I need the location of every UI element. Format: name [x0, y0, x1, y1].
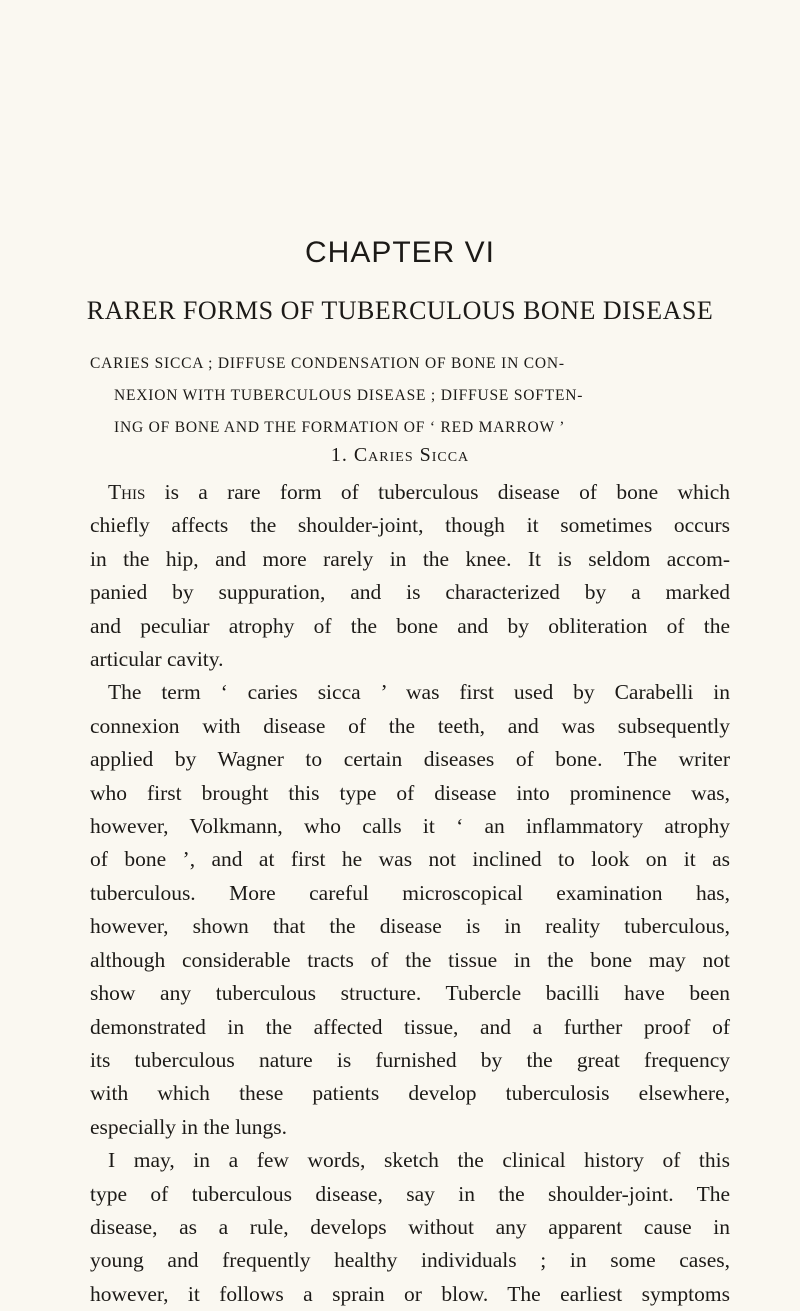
- body-line-text: is a rare form of tuberculous disease of bone which: [145, 480, 730, 504]
- body-line: however, it follows a sprain or blow. The earliest symptoms: [90, 1281, 730, 1306]
- body-line: demonstrated in the affected tissue, and a further proof of: [90, 1014, 730, 1039]
- section-title: Caries Sicca: [353, 444, 470, 466]
- body-line: The term ‘ caries sicca ’ was first used by Carabelli in: [108, 680, 730, 705]
- body-line: in the hip, and more rarely in the knee. It is seldom accom-: [90, 546, 730, 571]
- section-heading: [0, 444, 800, 467]
- chapter-title: RARER FORMS OF TUBERCULOUS BONE DISEASE: [86, 296, 714, 325]
- body-line: panied by suppuration, and is characterized by a marked: [90, 580, 730, 605]
- body-line: young and frequently healthy individuals ; in some cases,: [90, 1248, 730, 1273]
- summary-line: NEXION WITH TUBERCULOUS DISEASE ; DIFFUSE SOFTEN-: [114, 387, 584, 404]
- body-line: especially in the lungs.: [90, 1114, 288, 1139]
- chapter-heading: CHAPTER VI: [304, 236, 496, 269]
- body-line: however, shown that the disease is in reality tuberculous,: [90, 914, 730, 939]
- drop-word: This: [108, 480, 146, 504]
- summary-line: CARIES SICCA ; DIFFUSE CONDENSATION OF BONE IN CON-: [90, 355, 565, 372]
- body-line: I may, in a few words, sketch the clinical history of this: [108, 1148, 730, 1173]
- body-line: disease, as a rule, develops without any apparent cause in: [90, 1214, 730, 1239]
- section-number: 1.: [330, 444, 348, 466]
- body-line: show any tuberculous structure. Tubercle bacilli have been: [90, 981, 730, 1006]
- body-line: chiefly affects the shoulder-joint, though it sometimes occurs: [90, 513, 730, 538]
- body-text: [90, 476, 730, 1311]
- body-line: [90, 476, 730, 509]
- chapter-summary: [90, 348, 730, 444]
- body-line: connexion with disease of the teeth, and was subsequently: [90, 713, 730, 738]
- body-line: articular cavity.: [90, 647, 224, 672]
- body-line: type of tuberculous disease, say in the shoulder-joint. The: [90, 1181, 730, 1206]
- body-line: of bone ’, and at first he was not inclined to look on it as: [90, 847, 730, 872]
- body-line: tuberculous. More careful microscopical examination has,: [90, 880, 730, 905]
- body-line: its tuberculous nature is furnished by the great frequency: [90, 1047, 730, 1072]
- body-line: who first brought this type of disease into prominence was,: [90, 780, 730, 805]
- body-line: although considerable tracts of the tissue in the bone may not: [90, 947, 730, 972]
- body-line: and peculiar atrophy of the bone and by obliteration of the: [90, 613, 730, 638]
- body-line: applied by Wagner to certain diseases of bone. The writer: [90, 747, 730, 772]
- summary-line: ING OF BONE AND THE FORMATION OF ‘ RED MARROW ’: [114, 419, 566, 436]
- body-line: however, Volkmann, who calls it ‘ an inflammatory atrophy: [90, 814, 730, 839]
- body-line: with which these patients develop tuberculosis elsewhere,: [90, 1081, 730, 1106]
